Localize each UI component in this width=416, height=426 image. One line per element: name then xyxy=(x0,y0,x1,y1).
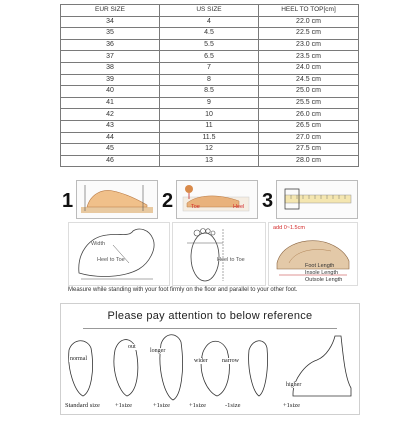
cell-eur-size: 34 xyxy=(61,16,160,28)
table-row xyxy=(61,132,359,144)
size-chart-table xyxy=(60,4,359,167)
cell-us-size: 10 xyxy=(160,109,259,121)
table-row xyxy=(61,155,359,167)
cell-us-size: 8.5 xyxy=(160,86,259,98)
foot-on-paper-icon xyxy=(77,181,157,218)
cell-heel-to-top: 27.5 cm xyxy=(259,144,359,156)
cell-eur-size: 40 xyxy=(61,86,160,98)
foot-label-higher: higher xyxy=(286,382,302,388)
step-3 xyxy=(260,180,358,218)
foot-length-label: Foot Length xyxy=(305,263,335,269)
table-row xyxy=(61,28,359,40)
caption-wider: +1size xyxy=(189,402,207,409)
cell-eur-size: 43 xyxy=(61,120,160,132)
foot-outline-icon xyxy=(69,223,169,285)
step-number: 1 xyxy=(62,190,74,212)
heel-to-toe-label: Heel to Toe xyxy=(97,257,125,263)
cell-us-size: 11 xyxy=(160,120,259,132)
table-row xyxy=(61,16,359,28)
cell-heel-to-top: 24.5 cm xyxy=(259,74,359,86)
cell-us-size: 8 xyxy=(160,74,259,86)
header-eur-size: EUR SIZE xyxy=(61,5,160,17)
cell-eur-size: 42 xyxy=(61,109,160,121)
toe-heel-marking-icon xyxy=(177,181,257,218)
cell-us-size: 5.5 xyxy=(160,39,259,51)
caption-narrow: -1size xyxy=(225,402,241,409)
foot-shapes-illustration xyxy=(61,330,359,426)
width-label: Width xyxy=(91,241,106,247)
cell-us-size: 4.5 xyxy=(160,28,259,40)
cell-us-size: 4 xyxy=(160,16,259,28)
foot-label-normal: normal xyxy=(70,356,87,362)
cell-eur-size: 46 xyxy=(61,155,160,167)
table-row xyxy=(61,74,359,86)
cell-heel-to-top: 25.0 cm xyxy=(259,86,359,98)
divider xyxy=(83,328,337,329)
table-body xyxy=(61,16,359,167)
caption-standard: Standard size xyxy=(65,402,100,409)
measure-instruction: Measure while standing with your foot firmly on the floor and parallel to your other foot. xyxy=(68,287,298,293)
cell-heel-to-top: 22.0 cm xyxy=(259,16,359,28)
cell-heel-to-top: 28.0 cm xyxy=(259,155,359,167)
table-row xyxy=(61,86,359,98)
foot-label-narrow: narrow xyxy=(222,358,239,364)
table-row xyxy=(61,97,359,109)
cell-heel-to-top: 22.5 cm xyxy=(259,28,359,40)
step-1-illustration xyxy=(76,180,158,219)
cell-eur-size: 38 xyxy=(61,62,160,74)
outsole-length-label: Outsole Length xyxy=(305,277,343,283)
cell-eur-size: 45 xyxy=(61,144,160,156)
add-length-label: add 0~1.5cm xyxy=(273,225,305,231)
cell-us-size: 12 xyxy=(160,144,259,156)
table-row xyxy=(61,39,359,51)
cell-heel-to-top: 27.0 cm xyxy=(259,132,359,144)
cell-eur-size: 36 xyxy=(61,39,160,51)
cell-us-size: 7 xyxy=(160,62,259,74)
foot-label-out: out xyxy=(128,344,136,350)
cell-us-size: 13 xyxy=(160,155,259,167)
cell-eur-size: 35 xyxy=(61,28,160,40)
step-3-illustration xyxy=(276,180,358,219)
ruler-measure-icon xyxy=(277,181,357,218)
cell-heel-to-top: 25.5 cm xyxy=(259,97,359,109)
sole-width-diagram xyxy=(68,222,170,286)
step-number: 2 xyxy=(162,190,174,212)
caption-longer: +1size xyxy=(153,402,171,409)
foot-label-wider: wider xyxy=(194,358,208,364)
step-2 xyxy=(160,180,258,218)
header-heel-to-top: HEEL TO TOP[cm] xyxy=(259,5,359,17)
heel-to-toe-label-2: Heel to Toe xyxy=(217,257,245,263)
cell-heel-to-top: 26.0 cm xyxy=(259,109,359,121)
cell-us-size: 11.5 xyxy=(160,132,259,144)
caption-higher: +1size xyxy=(283,402,301,409)
foot-top-view-icon xyxy=(173,223,265,285)
foot-label-longer: longer xyxy=(150,348,166,354)
table-row xyxy=(61,51,359,63)
measuring-guide xyxy=(60,180,358,298)
shoe-length-diagram xyxy=(268,222,358,286)
cell-heel-to-top: 26.5 cm xyxy=(259,120,359,132)
step-number: 3 xyxy=(262,190,274,212)
caption-out: +1size xyxy=(115,402,133,409)
header-us-size: US SIZE xyxy=(160,5,259,17)
fit-reference-panel xyxy=(60,303,360,415)
cell-us-size: 9 xyxy=(160,97,259,109)
table-header-row xyxy=(61,5,359,17)
top-view-diagram xyxy=(172,222,266,286)
cell-eur-size: 39 xyxy=(61,74,160,86)
cell-heel-to-top: 24.0 cm xyxy=(259,62,359,74)
table-row xyxy=(61,109,359,121)
cell-eur-size: 41 xyxy=(61,97,160,109)
cell-eur-size: 44 xyxy=(61,132,160,144)
step-1 xyxy=(60,180,158,218)
insole-length-label: Insole Length xyxy=(305,270,339,276)
cell-eur-size: 37 xyxy=(61,51,160,63)
heel-label: Heel xyxy=(233,204,245,210)
table-row xyxy=(61,144,359,156)
step-2-illustration xyxy=(176,180,258,219)
cell-heel-to-top: 23.0 cm xyxy=(259,39,359,51)
toe-label: Toe xyxy=(191,204,200,210)
cell-us-size: 6.5 xyxy=(160,51,259,63)
cell-heel-to-top: 23.5 cm xyxy=(259,51,359,63)
reference-title: Please pay attention to below reference xyxy=(107,310,313,322)
table-row xyxy=(61,62,359,74)
table-row xyxy=(61,120,359,132)
